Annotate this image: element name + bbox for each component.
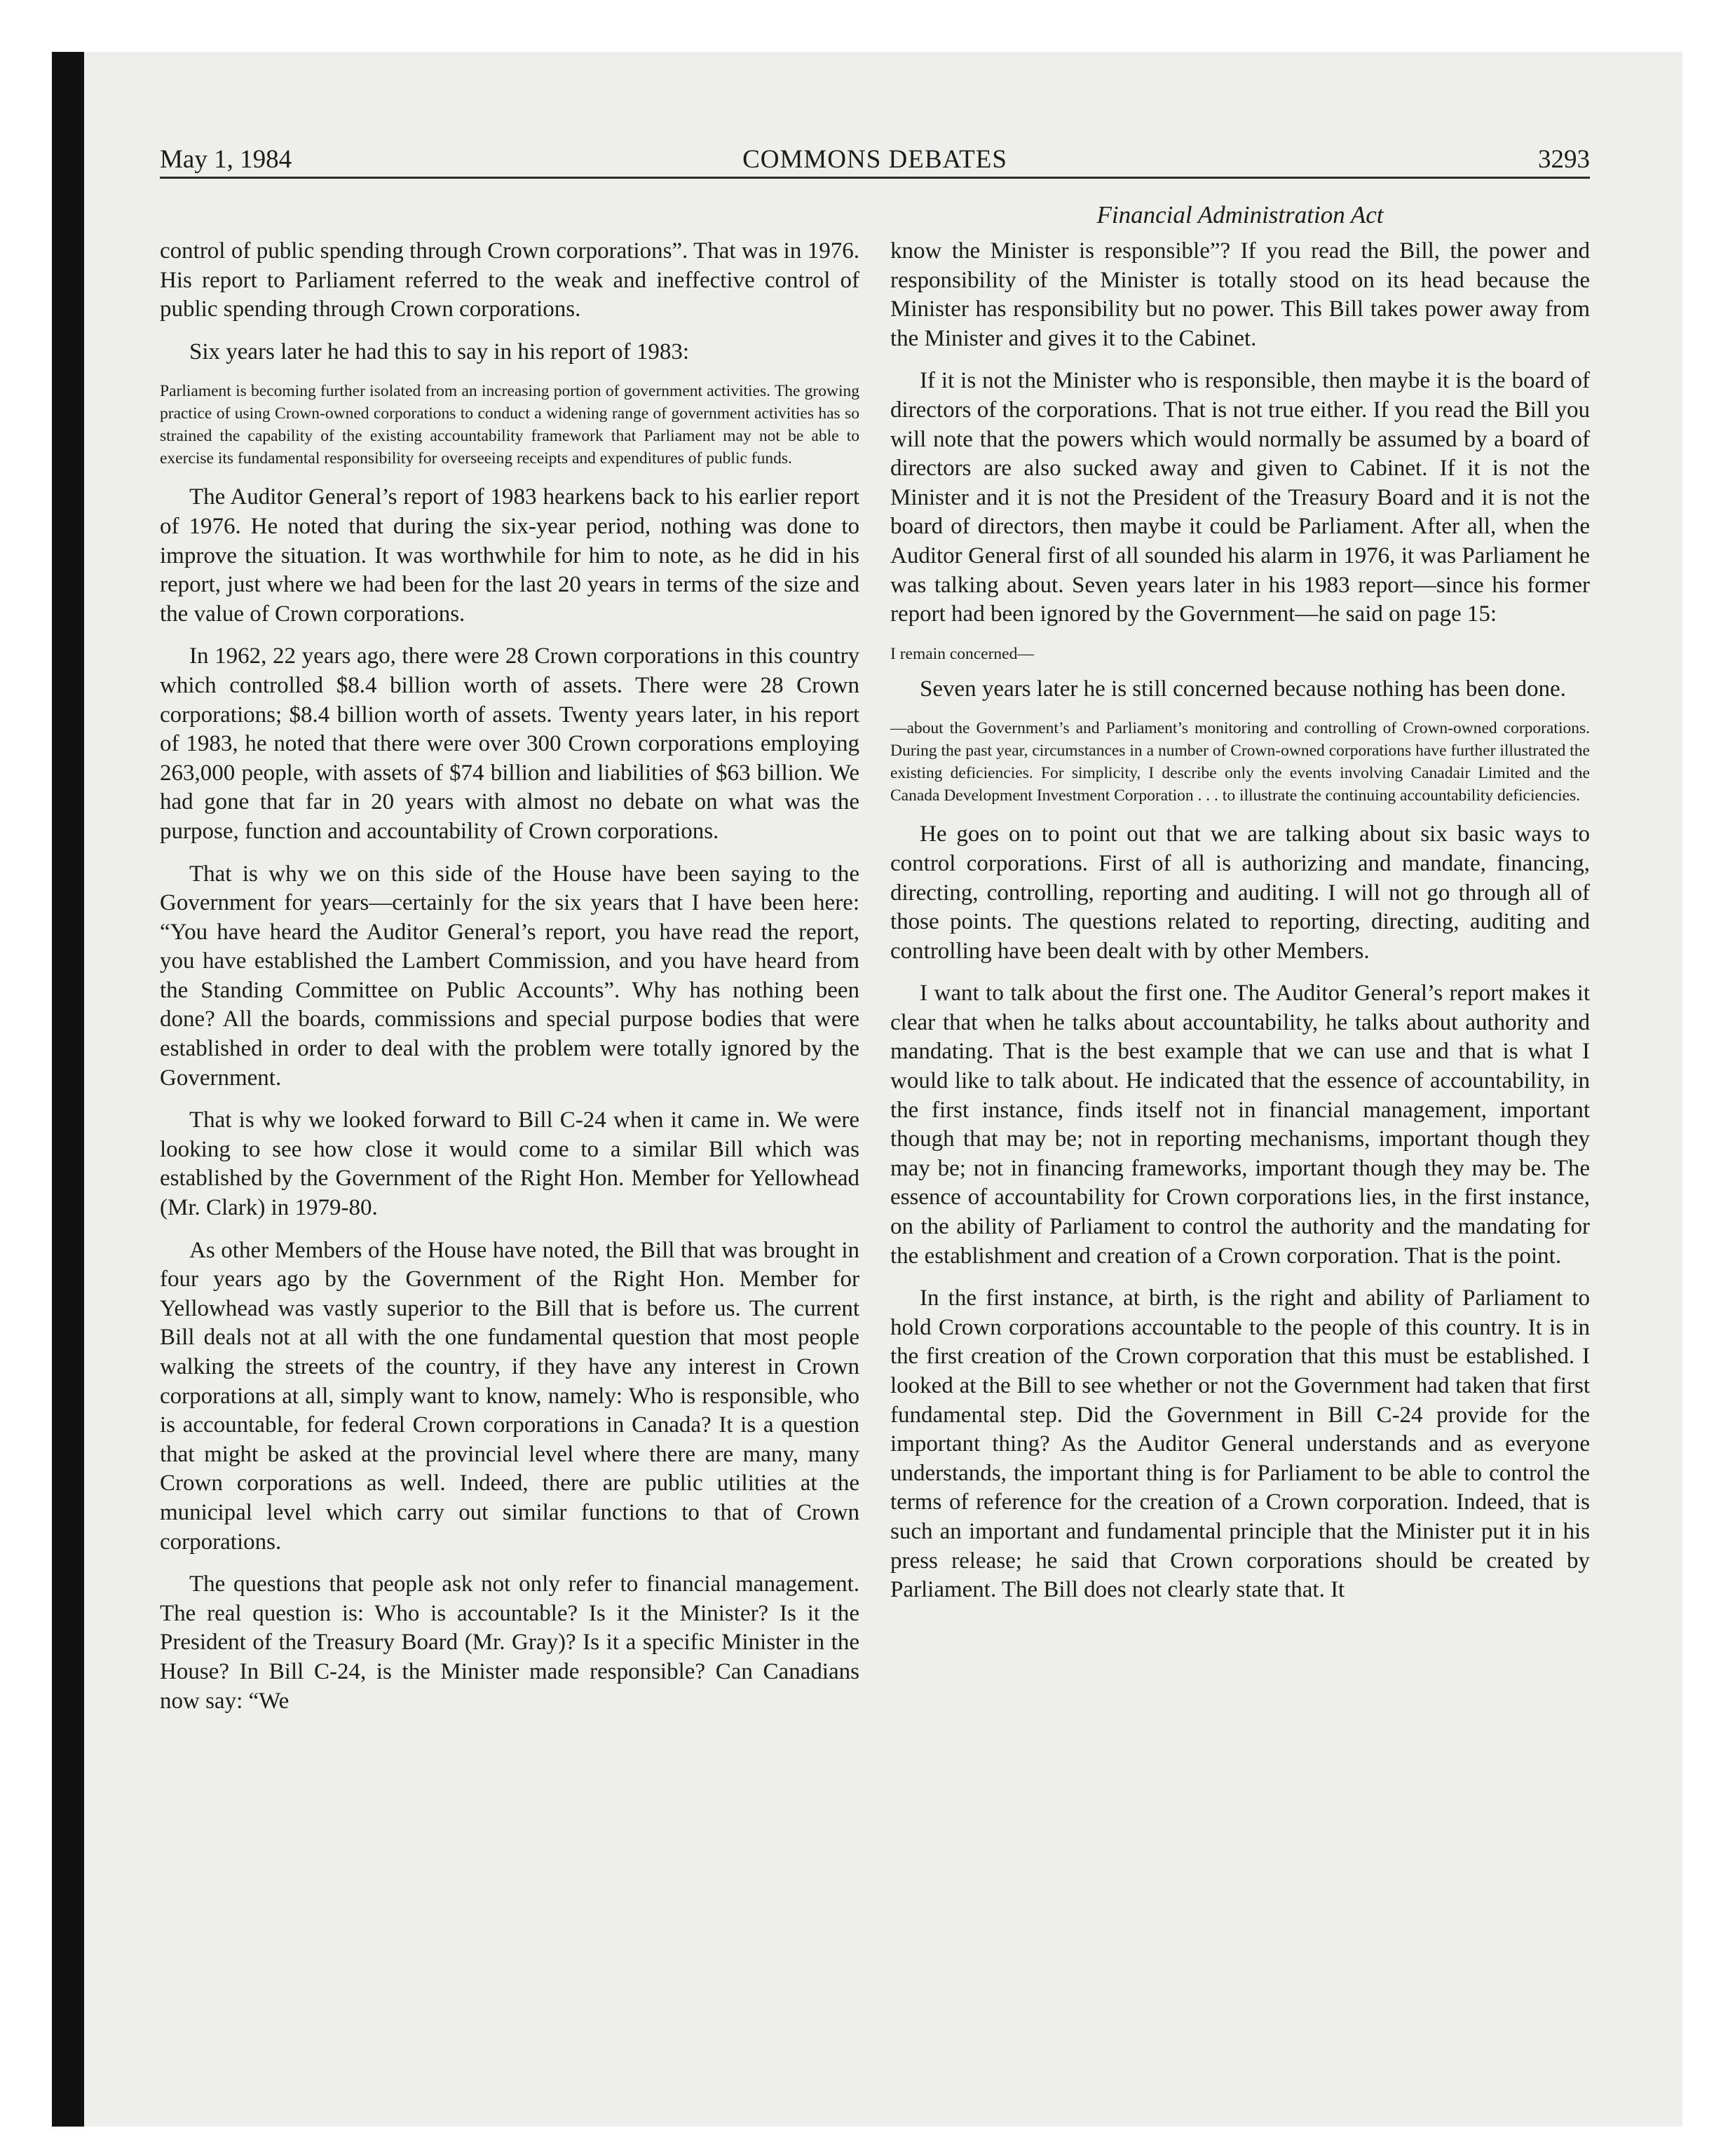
quotation: I remain concerned— [890,644,1034,663]
paragraph: I want to talk about the first one. The Auditor General’s report makes it clear that when he talks about accountability, he talks about authority and mandating. That is the best example that we can use and that is what I would like to talk about. He indicated that the essence of accountability, in the first instance, finds itself not in financial management, important though that may be; not in reporting mechanisms, important though they may be; not in financing frameworks, important though they may be. The essence of accountability for Crown corporations lies, in the first instance, on the ability of Parliament to control the authority and the mandating for the establishment and creation of a Crown corporation. That is the point. [890,981,1590,1269]
header-page-number: 3293 [1538,145,1590,174]
paragraph: The Auditor General’s report of 1983 hearkens back to his earlier report of 1976. He noted that during the six-year period, nothing was done to improve the situation. It was worthwhile for him to note, as he did in his report, just where we had been for the last 20 years in terms of the size and the value of Crown corporations. [160,484,859,627]
paragraph: In 1962, 22 years ago, there were 28 Crown corporations in this country which controlled $8.4 billion worth of assets. There were 28 Crown corporations; $8.4 billion worth of assets. Twenty years later, in his report of 1983, he noted that there were over 300 Crown corporations employing 263,000 people, with assets of $74 billion and liabilities of $63 billion. We had gone that far in 20 years with almost no debate on what was the purpose, function and accountability of Crown corporations. [160,643,859,844]
paragraph: The questions that people ask not only refer to financial management. The real question is: Who is accountable? Is it the Minister? Is it the President of the Treasury Board (Mr. Gray)? Is it a specific Minister in the House? In Bill C-24, is the Minister made responsible? Can Canadians now say: “We [160,1571,859,1714]
paragraph: That is why we on this side of the House have been saying to the Government for years—certainly for the six years that I have been here: “You have heard the Auditor General’s report, you have read the report, you have established the Lambert Commission, and you have heard from the Standing Committee on Public Accounts”. Why has nothing been done? All the boards, commissions and special purpose bodies that were established in order to deal with the problem were totally ignored by the Government. [160,861,859,1091]
left-column [160,237,859,1729]
paragraph: In the first instance, at birth, is the right and ability of Parliament to hold Crown corporations accountable to the people of this country. It is in the first creation of the Crown corporation that this must be established. I looked at the Bill to see whether or not the Government had taken that first fundamental step. Did the Government in Bill C-24 provide for the important thing? As the Auditor General understands and as everyone understands, the important thing is for Parliament to be able to control the terms of reference for the creation of a Crown corporation. Indeed, that is such an important and fundamental principle that the Minister put it in his press release; he said that Crown corporations should be created by Parliament. The Bill does not clearly state that. It [890,1285,1590,1603]
paragraph: If it is not the Minister who is responsible, then maybe it is the board of directors of the corporations. That is not true either. If you read the Bill you will note that the powers which would normally be assumed by a board of directors are also sucked away and given to Cabinet. If it is not the Minister and it is not the President of the Treasury Board and it is not the board of directors, then maybe it could be Parliament. After all, when the Auditor General first of all sounded his alarm in 1976, it was Parliament he was talking about. Seven years later in his 1983 report—since his former report had been ignored by the Government—he said on page 15: [890,368,1590,627]
header-date: May 1, 1984 [160,145,292,174]
paragraph: know the Minister is responsible”? If you read the Bill, the power and responsibility of the Minister is totally stood on its head because the Minister has responsibility but no power. This Bill takes power away from the Minister and gives it to the Cabinet. [890,238,1590,351]
scan-border [52,52,84,2127]
paragraph: He goes on to point out that we are talking about six basic ways to control corporations. First of all is authorizing and mandate, financing, directing, controlling, reporting and auditing. I will not go through all of those points. The questions related to reporting, directing, auditing and controlling have been dealt with by other Members. [890,821,1590,964]
section-title: Financial Administration Act [1096,201,1384,228]
right-column [890,237,1590,1618]
quotation: Parliament is becoming further isolated from an increasing portion of government activities. The growing practice of using Crown-owned corporations to conduct a widening range of government activities has so strained the capability of the existing accountability framework that Parliament may not be able to exercise its fundamental responsibility for overseeing receipts and expenditures of public funds. [160,382,859,468]
paragraph: control of public spending through Crown corporations”. That was in 1976. His report to Parliament referred to the weak and ineffective control of public spending through Crown corporations. [160,238,859,322]
page-header [160,142,1590,178]
paragraph: Seven years later he is still concerned because nothing has been done. [920,676,1566,702]
header-publication-title: COMMONS DEBATES [742,145,1007,174]
paragraph: As other Members of the House have noted, the Bill that was brought in four years ago by the Government of the Right Hon. Member for Yellowhead was vastly superior to the Bill that is before us. The current Bill deals not at all with the one fundamental question that most people walking the streets of the country, if they have any interest in Crown corporations at all, simply want to know, namely: Who is responsible, who is accountable, for federal Crown corporations in Canada? It is a question that might be asked at the provincial level where there are many, many Crown corporations as well. Indeed, there are public utilities at the municipal level which carry out similar functions to that of Crown corporations. [160,1237,859,1555]
paragraph: That is why we looked forward to Bill C-24 when it came in. We were looking to see how close it would come to a similar Bill which was established by the Government of the Right Hon. Member for Yellowhead (Mr. Clark) in 1979-80. [160,1107,859,1221]
header-rule [160,177,1590,179]
quotation: —about the Government’s and Parliament’s monitoring and controlling of Crown-owned corporations. During the past year, circumstances in a number of Crown-owned corporations have further illustrated the existing deficiencies. For simplicity, I describe only the events involving Canadair Limited and the Canada Development Investment Corporation . . . to illustrate the continuing accountability deficiencies. [890,719,1590,805]
paragraph: Six years later he had this to say in his report of 1983: [189,339,690,364]
